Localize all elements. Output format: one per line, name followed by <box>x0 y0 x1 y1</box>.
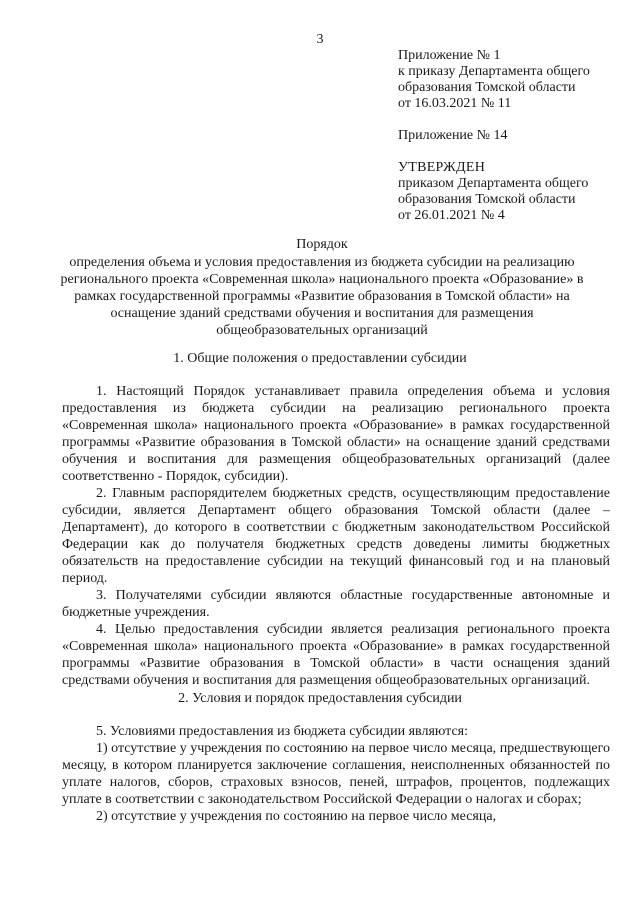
paragraph: 2) отсутствие у учреждения по состоянию на первое число месяца, <box>96 809 497 824</box>
attachment-14-block <box>398 128 628 144</box>
section-1-body <box>62 383 610 689</box>
page-number: 3 <box>316 32 324 47</box>
section-2-body <box>62 723 610 825</box>
attachment-1-line: образования Томской области <box>398 80 576 95</box>
paragraph: 1. Настоящий Порядок устанавливает правила определения объема и условия предоставления из бюджета субсидии на реализацию регионального проекта «Современная школа» национального проекта «Образование» в рамках государственной программы «Развитие образования в Томской области» на оснащение зданий средствами обучения и воспитания для размещения общеобразовательных организаций (далее соответственно - Порядок, субсидии). <box>62 384 610 484</box>
attachment-1-block <box>398 48 628 112</box>
attachment-1-line: к приказу Департамента общего <box>398 64 590 79</box>
paragraph: 2. Главным распорядителем бюджетных средств, осуществляющим предоставление субсидии, является Департамент общего образования Томской области (далее – Департамент), до которого в соответствии с бюджетным законодательством Российской Федерации как до получателя бюджетных средств доведены лимиты бюджетных обязательств на предоставление субсидии на текущий финансовый год и на плановый период. <box>62 486 610 586</box>
approval-line: приказом Департамента общего <box>398 176 589 191</box>
document-title-line: оснащение зданий средствами обучения и воспитания для размещения <box>110 306 534 321</box>
paragraph: 5. Условиями предоставления из бюджета субсидии являются: <box>96 724 468 739</box>
paragraph: 4. Целью предоставления субсидии является реализация регионального проекта «Современная школа» национального проекта «Образование» в рамках государственной программы «Развитие образования в Томской области» в части оснащения зданий средствами обучения и воспитания для размещения общеобразовательных организаций. <box>62 622 610 688</box>
paragraph: 3. Получателями субсидии являются областные государственные автономные и бюджетные учреждения. <box>62 588 610 620</box>
attachment-1-line: Приложение № 1 <box>398 48 501 63</box>
approval-title: УТВЕРЖДЕН <box>398 160 486 175</box>
document-title-line: рамках государственной программы «Развитие образования в Томской области» на <box>74 289 570 304</box>
approval-line: от 26.01.2021 № 4 <box>398 208 505 223</box>
document-title-line: определения объема и условия предоставления из бюджета субсидии на реализацию <box>69 255 575 270</box>
document-title-line: общеобразовательных организаций <box>216 323 428 338</box>
attachment-14-line: Приложение № 14 <box>398 128 508 143</box>
section-2-heading: 2. Условия и порядок предоставления субсидии <box>178 691 462 706</box>
document-title-line: регионального проекта «Современная школа» национального проекта «Образование» в <box>60 272 584 287</box>
paragraph: 1) отсутствие у учреждения по состоянию на первое число месяца, предшествующего месяцу, в котором планируется заключение соглашения, неисполненных обязанностей по уплате налогов, сборов, страховых взносов, пеней, штрафов, процентов, подлежащих уплате в соответствии с законодательством Российской Федерации о налогах и сборах; <box>62 741 610 807</box>
approval-line: образования Томской области <box>398 192 576 207</box>
document-title <box>58 236 586 339</box>
attachment-1-line: от 16.03.2021 № 11 <box>398 96 512 111</box>
approval-block <box>398 160 628 224</box>
document-title-heading: Порядок <box>296 237 348 252</box>
section-1-heading: 1. Общие положения о предоставлении субсидии <box>173 351 467 366</box>
